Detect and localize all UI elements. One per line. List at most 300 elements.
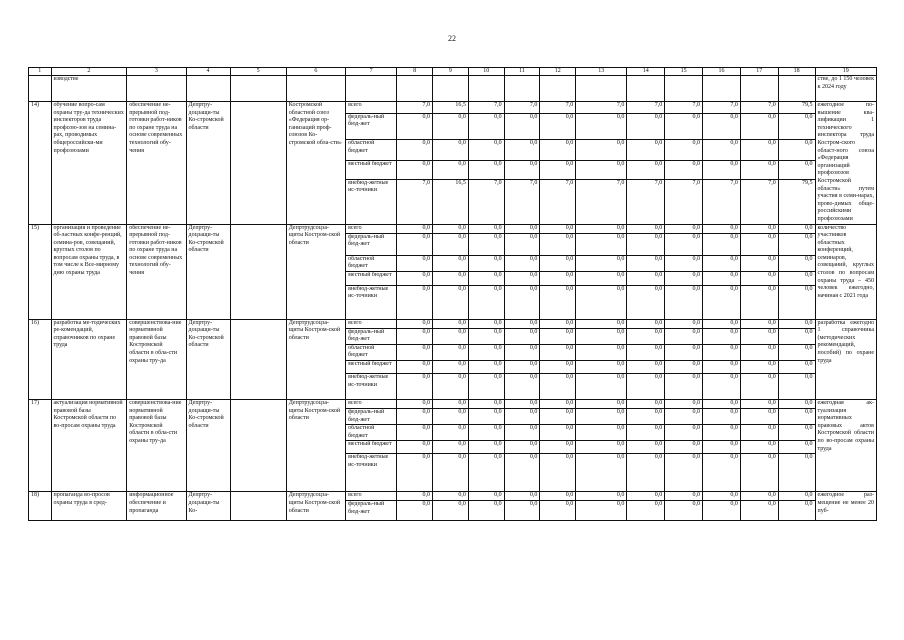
value-cell: 7,0 xyxy=(504,102,540,114)
value-cell: 0,0 xyxy=(778,454,815,492)
value-cell: 7,0 xyxy=(576,102,627,114)
value-cell: 79,5 xyxy=(778,179,815,224)
empty-cell xyxy=(186,76,230,102)
value-cell: 0,0 xyxy=(576,361,627,374)
value-cell: 0,0 xyxy=(468,492,504,501)
column-number: 12 xyxy=(540,68,576,76)
value-cell: 0,0 xyxy=(468,319,504,328)
value-cell: 0,0 xyxy=(433,374,469,400)
value-cell: 0,0 xyxy=(740,344,778,360)
value-cell: 0,0 xyxy=(703,113,741,139)
value-cell: 0,0 xyxy=(433,441,469,454)
value-cell: 7,0 xyxy=(665,102,703,114)
value-cell: 0,0 xyxy=(540,344,576,360)
value-cell: 7,0 xyxy=(627,179,665,224)
value-cell: 0,0 xyxy=(433,140,469,161)
value-cell: 0,0 xyxy=(665,454,703,492)
value-cell: 0,0 xyxy=(433,454,469,492)
value-cell: 0,0 xyxy=(627,161,665,179)
page-number: 22 xyxy=(448,34,456,43)
value-cell: 0,0 xyxy=(504,492,540,501)
empty-cell xyxy=(286,76,345,102)
value-cell: 0,0 xyxy=(778,344,815,360)
value-cell: 0,0 xyxy=(468,161,504,179)
value-cell: 0,0 xyxy=(576,409,627,425)
value-cell: 0,0 xyxy=(627,328,665,344)
value-cell: 0,0 xyxy=(665,285,703,319)
empty-cell xyxy=(504,76,540,102)
value-cell: 0,0 xyxy=(740,285,778,319)
task-name: совершенствова-ние нормативной правовой базы Костромской области в обла-сти охраны тру-да xyxy=(127,400,186,492)
value-cell: 0,0 xyxy=(665,271,703,285)
event-name: разработка ме-тодических ре-комендаций, справочников по охране труда xyxy=(51,319,127,399)
empty-cell xyxy=(665,76,703,102)
empty-cell xyxy=(230,76,286,102)
value-cell: 0,0 xyxy=(576,271,627,285)
continuation-result: стве, до 1 150 человек к 2024 году xyxy=(815,76,876,102)
column-number: 16 xyxy=(703,68,741,76)
value-cell: 0,0 xyxy=(397,441,433,454)
value-cell: 0,0 xyxy=(778,501,815,521)
value-cell: 0,0 xyxy=(740,113,778,139)
value-cell: 0,0 xyxy=(665,233,703,255)
column-number: 13 xyxy=(576,68,627,76)
value-cell: 0,0 xyxy=(468,425,504,441)
value-cell: 0,0 xyxy=(665,328,703,344)
value-cell: 0,0 xyxy=(778,113,815,139)
expected-result: разработка ежегодно 1 справочника (методических рекомендаций, пособий) по охране труда xyxy=(815,319,876,399)
value-cell: 0,0 xyxy=(397,285,433,319)
value-cell: 0,0 xyxy=(433,400,469,409)
value-cell: 0,0 xyxy=(703,224,741,233)
task-name: обеспечение не-прерывной под-готовки работ-ников по охране труда на основе современных технологий обу-чения xyxy=(127,102,186,225)
event-name: обучение вопро-сам охраны тру-да технических инспекторов труда профсою-зов на семина-рах, проводимых общероссийски-ми профсоюзами xyxy=(51,102,127,225)
continuation-row xyxy=(29,76,877,102)
item-number: 18) xyxy=(29,492,52,521)
value-cell: 0,0 xyxy=(504,271,540,285)
value-cell: 0,0 xyxy=(740,255,778,271)
event-name: актуализация нормативной правовой базы Костромской области по во-просам охраны труда xyxy=(51,400,127,492)
value-cell: 0,0 xyxy=(433,233,469,255)
value-cell: 0,0 xyxy=(397,233,433,255)
item-number: 16) xyxy=(29,319,52,399)
value-cell: 0,0 xyxy=(703,161,741,179)
value-cell: 0,0 xyxy=(778,492,815,501)
funding-source: внебюд-жетные ис-точники xyxy=(346,374,397,400)
value-cell: 0,0 xyxy=(778,285,815,319)
value-cell: 0,0 xyxy=(627,140,665,161)
column-5-cell xyxy=(230,224,286,319)
value-cell: 0,0 xyxy=(540,255,576,271)
value-cell: 0,0 xyxy=(576,441,627,454)
value-cell: 0,0 xyxy=(468,361,504,374)
value-cell: 0,0 xyxy=(627,454,665,492)
column-number: 4 xyxy=(186,68,230,76)
value-cell: 0,0 xyxy=(703,454,741,492)
continuation-event: изводстве xyxy=(51,76,127,102)
value-cell: 0,0 xyxy=(703,328,741,344)
value-cell: 0,0 xyxy=(504,425,540,441)
expected-result: ежегодное раз-мещение не менее 20 пуб- xyxy=(815,492,876,521)
value-cell: 0,0 xyxy=(740,140,778,161)
value-cell: 0,0 xyxy=(504,255,540,271)
value-cell: 0,0 xyxy=(703,319,741,328)
value-cell: 0,0 xyxy=(703,409,741,425)
value-cell: 0,0 xyxy=(468,140,504,161)
value-cell: 0,0 xyxy=(703,255,741,271)
value-cell: 0,0 xyxy=(665,492,703,501)
value-cell: 0,0 xyxy=(468,271,504,285)
value-cell: 0,0 xyxy=(540,140,576,161)
value-cell: 0,0 xyxy=(627,441,665,454)
empty-cell xyxy=(540,76,576,102)
value-cell: 0,0 xyxy=(433,224,469,233)
value-cell: 0,0 xyxy=(576,319,627,328)
value-cell: 0,0 xyxy=(504,400,540,409)
value-cell: 0,0 xyxy=(740,374,778,400)
value-cell: 0,0 xyxy=(504,233,540,255)
value-cell: 0,0 xyxy=(778,400,815,409)
value-cell: 0,0 xyxy=(627,285,665,319)
value-cell: 0,0 xyxy=(665,161,703,179)
value-cell: 0,0 xyxy=(627,400,665,409)
responsible-body: Депртру-доцзащи-ты Ко-стромской области xyxy=(186,102,230,225)
value-cell: 0,0 xyxy=(540,328,576,344)
value-cell: 0,0 xyxy=(576,328,627,344)
empty-cell xyxy=(397,76,433,102)
funding-source: всего xyxy=(346,102,397,114)
executor-name: Депртрудсоцза-щиты Костром-ской области xyxy=(286,400,345,492)
value-cell: 0,0 xyxy=(540,224,576,233)
value-cell: 0,0 xyxy=(778,425,815,441)
column-number: 11 xyxy=(504,68,540,76)
value-cell: 0,0 xyxy=(740,492,778,501)
value-cell: 0,0 xyxy=(665,425,703,441)
value-cell: 0,0 xyxy=(703,344,741,360)
value-cell: 0,0 xyxy=(397,328,433,344)
value-cell: 0,0 xyxy=(740,319,778,328)
item-number: 17) xyxy=(29,400,52,492)
value-cell: 0,0 xyxy=(778,374,815,400)
table-row xyxy=(29,102,877,114)
value-cell: 0,0 xyxy=(627,319,665,328)
column-number: 18 xyxy=(778,68,815,76)
value-cell: 0,0 xyxy=(665,501,703,521)
task-name: обеспечение не-прерывной под-готовки работ-ников по охране труда на основе современных технологий обу-чения xyxy=(127,224,186,319)
value-cell: 0,0 xyxy=(703,233,741,255)
column-number: 15 xyxy=(665,68,703,76)
value-cell: 0,0 xyxy=(576,425,627,441)
table-row xyxy=(29,319,877,328)
value-cell: 0,0 xyxy=(504,454,540,492)
funding-source: внебюд-жетные ис-точники xyxy=(346,454,397,492)
value-cell: 0,0 xyxy=(540,501,576,521)
value-cell: 0,0 xyxy=(703,374,741,400)
column-number: 8 xyxy=(397,68,433,76)
value-cell: 0,0 xyxy=(627,233,665,255)
value-cell: 0,0 xyxy=(468,113,504,139)
value-cell: 0,0 xyxy=(740,454,778,492)
event-name: пропаганда во-просов охраны труда в сред- xyxy=(51,492,127,521)
column-number: 14 xyxy=(627,68,665,76)
value-cell: 0,0 xyxy=(740,441,778,454)
value-cell: 0,0 xyxy=(778,328,815,344)
table-row xyxy=(29,224,877,233)
value-cell: 0,0 xyxy=(576,344,627,360)
value-cell: 0,0 xyxy=(627,425,665,441)
column-number: 3 xyxy=(127,68,186,76)
value-cell: 0,0 xyxy=(627,409,665,425)
column-number-row xyxy=(29,68,877,76)
value-cell: 0,0 xyxy=(740,271,778,285)
funding-source: местный бюджет xyxy=(346,441,397,454)
value-cell: 0,0 xyxy=(665,374,703,400)
value-cell: 0,0 xyxy=(665,400,703,409)
value-cell: 0,0 xyxy=(740,425,778,441)
value-cell: 7,0 xyxy=(504,179,540,224)
value-cell: 0,0 xyxy=(627,361,665,374)
value-cell: 0,0 xyxy=(627,224,665,233)
value-cell: 0,0 xyxy=(433,501,469,521)
value-cell: 0,0 xyxy=(740,328,778,344)
value-cell: 0,0 xyxy=(504,344,540,360)
column-number: 6 xyxy=(286,68,345,76)
value-cell: 0,0 xyxy=(665,140,703,161)
value-cell: 7,0 xyxy=(397,179,433,224)
value-cell: 0,0 xyxy=(504,374,540,400)
measures-table xyxy=(28,67,877,521)
value-cell: 0,0 xyxy=(468,255,504,271)
value-cell: 0,0 xyxy=(778,255,815,271)
value-cell: 0,0 xyxy=(627,344,665,360)
task-name: совершенствова-ние нормативной правовой базы Костромской области в обла-сти охраны тру-да xyxy=(127,319,186,399)
executor-name: Депртрудсоцза-щиты Костром-ской области xyxy=(286,492,345,521)
value-cell: 0,0 xyxy=(433,271,469,285)
value-cell: 0,0 xyxy=(397,224,433,233)
value-cell: 0,0 xyxy=(468,441,504,454)
value-cell: 0,0 xyxy=(665,224,703,233)
value-cell: 0,0 xyxy=(627,271,665,285)
column-number: 9 xyxy=(433,68,469,76)
value-cell: 0,0 xyxy=(740,409,778,425)
value-cell: 0,0 xyxy=(576,224,627,233)
value-cell: 0,0 xyxy=(468,454,504,492)
funding-source: областной бюджет xyxy=(346,255,397,271)
value-cell: 0,0 xyxy=(576,140,627,161)
value-cell: 0,0 xyxy=(397,271,433,285)
responsible-body: Депртру-доцзащи-ты Ко-стромской области xyxy=(186,400,230,492)
value-cell: 7,0 xyxy=(740,102,778,114)
value-cell: 0,0 xyxy=(504,113,540,139)
funding-source: областной бюджет xyxy=(346,140,397,161)
value-cell: 0,0 xyxy=(433,492,469,501)
column-number: 2 xyxy=(51,68,127,76)
value-cell: 0,0 xyxy=(627,492,665,501)
value-cell: 0,0 xyxy=(703,501,741,521)
value-cell: 0,0 xyxy=(540,425,576,441)
value-cell: 0,0 xyxy=(397,425,433,441)
value-cell: 0,0 xyxy=(627,374,665,400)
value-cell: 0,0 xyxy=(778,233,815,255)
value-cell: 0,0 xyxy=(576,255,627,271)
value-cell: 0,0 xyxy=(778,441,815,454)
value-cell: 0,0 xyxy=(504,161,540,179)
value-cell: 0,0 xyxy=(433,409,469,425)
value-cell: 0,0 xyxy=(627,113,665,139)
value-cell: 16,5 xyxy=(433,102,469,114)
funding-source: федераль-ный бюд-жет xyxy=(346,409,397,425)
value-cell: 0,0 xyxy=(397,454,433,492)
value-cell: 0,0 xyxy=(627,501,665,521)
funding-source: всего xyxy=(346,492,397,501)
column-5-cell xyxy=(230,400,286,492)
value-cell: 0,0 xyxy=(397,492,433,501)
value-cell: 7,0 xyxy=(740,179,778,224)
value-cell: 0,0 xyxy=(540,319,576,328)
empty-cell xyxy=(433,76,469,102)
value-cell: 0,0 xyxy=(665,409,703,425)
value-cell: 0,0 xyxy=(397,361,433,374)
value-cell: 0,0 xyxy=(504,361,540,374)
value-cell: 0,0 xyxy=(576,454,627,492)
value-cell: 7,0 xyxy=(703,179,741,224)
expected-result: количество участников областных конференций, семинаров, совещаний, круглых столов по вопросам охраны труда – 450 человек ежегодно, начиная с 2021 года xyxy=(815,224,876,319)
funding-source: внебюд-жетные ис-точники xyxy=(346,285,397,319)
responsible-body: Депртру-доцзащи-ты Ко-стромской области xyxy=(186,319,230,399)
funding-source: всего xyxy=(346,319,397,328)
value-cell: 0,0 xyxy=(397,319,433,328)
expected-result: ежегодная ак-туализация нормативных правовых актов Костромской области по во-просам охраны труда xyxy=(815,400,876,492)
funding-source: федераль-ный бюд-жет xyxy=(346,501,397,521)
column-number: 19 xyxy=(815,68,876,76)
value-cell: 0,0 xyxy=(433,328,469,344)
value-cell: 0,0 xyxy=(778,361,815,374)
value-cell: 0,0 xyxy=(504,319,540,328)
value-cell: 0,0 xyxy=(397,374,433,400)
column-number: 10 xyxy=(468,68,504,76)
funding-source: областной бюджет xyxy=(346,344,397,360)
responsible-body: Депртру-доцзащи-ты Ко- xyxy=(186,492,230,521)
value-cell: 0,0 xyxy=(576,285,627,319)
value-cell: 0,0 xyxy=(778,409,815,425)
value-cell: 0,0 xyxy=(665,344,703,360)
value-cell: 0,0 xyxy=(778,319,815,328)
empty-cell xyxy=(703,76,741,102)
funding-source: всего xyxy=(346,400,397,409)
funding-source: федераль-ный бюд-жет xyxy=(346,113,397,139)
value-cell: 7,0 xyxy=(468,102,504,114)
executor-name: Костромской областной союз «Федерация ор-ганизаций проф-союзов Ко-стромской обла-сти» xyxy=(286,102,345,225)
responsible-body: Депртру-доцзащи-ты Ко-стромской области xyxy=(186,224,230,319)
column-number: 5 xyxy=(230,68,286,76)
value-cell: 7,0 xyxy=(703,102,741,114)
value-cell: 0,0 xyxy=(468,233,504,255)
value-cell: 0,0 xyxy=(397,255,433,271)
value-cell: 0,0 xyxy=(703,492,741,501)
column-5-cell xyxy=(230,492,286,521)
funding-source: областной бюджет xyxy=(346,425,397,441)
value-cell: 0,0 xyxy=(540,441,576,454)
funding-source: местный бюджет xyxy=(346,271,397,285)
value-cell: 79,5 xyxy=(778,102,815,114)
value-cell: 7,0 xyxy=(576,179,627,224)
value-cell: 0,0 xyxy=(778,271,815,285)
value-cell: 0,0 xyxy=(740,400,778,409)
value-cell: 0,0 xyxy=(540,361,576,374)
value-cell: 7,0 xyxy=(468,179,504,224)
value-cell: 0,0 xyxy=(703,285,741,319)
value-cell: 7,0 xyxy=(627,102,665,114)
value-cell: 0,0 xyxy=(504,441,540,454)
table-row xyxy=(29,492,877,501)
value-cell: 0,0 xyxy=(540,409,576,425)
value-cell: 0,0 xyxy=(576,501,627,521)
value-cell: 0,0 xyxy=(740,233,778,255)
event-name: организация и проведение об-ластных конфе-ренций, семина-ров, совещаний, круглых столов по вопросам охраны труда, в том числе к Все-мирному дню охраны труда xyxy=(51,224,127,319)
funding-source: внебюд-жетные ис-точники xyxy=(346,179,397,224)
value-cell: 0,0 xyxy=(468,501,504,521)
value-cell: 7,0 xyxy=(540,102,576,114)
value-cell: 0,0 xyxy=(576,161,627,179)
value-cell: 0,0 xyxy=(540,161,576,179)
empty-cell xyxy=(127,76,186,102)
value-cell: 0,0 xyxy=(540,285,576,319)
value-cell: 0,0 xyxy=(703,271,741,285)
empty-cell xyxy=(740,76,778,102)
value-cell: 0,0 xyxy=(433,319,469,328)
value-cell: 0,0 xyxy=(468,224,504,233)
value-cell: 0,0 xyxy=(468,285,504,319)
empty-cell xyxy=(29,76,52,102)
item-number: 15) xyxy=(29,224,52,319)
column-number: 1 xyxy=(29,68,52,76)
empty-cell xyxy=(576,76,627,102)
funding-source: местный бюджет xyxy=(346,361,397,374)
value-cell: 0,0 xyxy=(740,361,778,374)
column-number: 17 xyxy=(740,68,778,76)
value-cell: 0,0 xyxy=(703,361,741,374)
column-5-cell xyxy=(230,319,286,399)
value-cell: 0,0 xyxy=(397,344,433,360)
value-cell: 0,0 xyxy=(576,233,627,255)
value-cell: 0,0 xyxy=(468,409,504,425)
value-cell: 0,0 xyxy=(433,425,469,441)
value-cell: 0,0 xyxy=(665,361,703,374)
value-cell: 7,0 xyxy=(540,179,576,224)
value-cell: 0,0 xyxy=(433,361,469,374)
value-cell: 7,0 xyxy=(665,179,703,224)
value-cell: 0,0 xyxy=(433,161,469,179)
value-cell: 0,0 xyxy=(703,400,741,409)
value-cell: 0,0 xyxy=(576,400,627,409)
value-cell: 0,0 xyxy=(665,319,703,328)
value-cell: 0,0 xyxy=(576,492,627,501)
value-cell: 0,0 xyxy=(778,140,815,161)
value-cell: 0,0 xyxy=(504,409,540,425)
expected-result: ежегодное по-вышение ква-лификации 1 технического инспектора труда Костром-ского област-ного союза «Федерация организаций профсоюзов Костромской области» путем участия в семи-нарах, прово-димых обще-российскими профсоюзами xyxy=(815,102,876,225)
funding-source: федераль-ный бюд-жет xyxy=(346,328,397,344)
value-cell: 0,0 xyxy=(504,285,540,319)
value-cell: 16,5 xyxy=(433,179,469,224)
value-cell: 7,0 xyxy=(397,102,433,114)
value-cell: 0,0 xyxy=(468,344,504,360)
value-cell: 0,0 xyxy=(540,374,576,400)
value-cell: 0,0 xyxy=(540,113,576,139)
table-row xyxy=(29,400,877,409)
value-cell: 0,0 xyxy=(397,140,433,161)
value-cell: 0,0 xyxy=(740,224,778,233)
value-cell: 0,0 xyxy=(627,255,665,271)
